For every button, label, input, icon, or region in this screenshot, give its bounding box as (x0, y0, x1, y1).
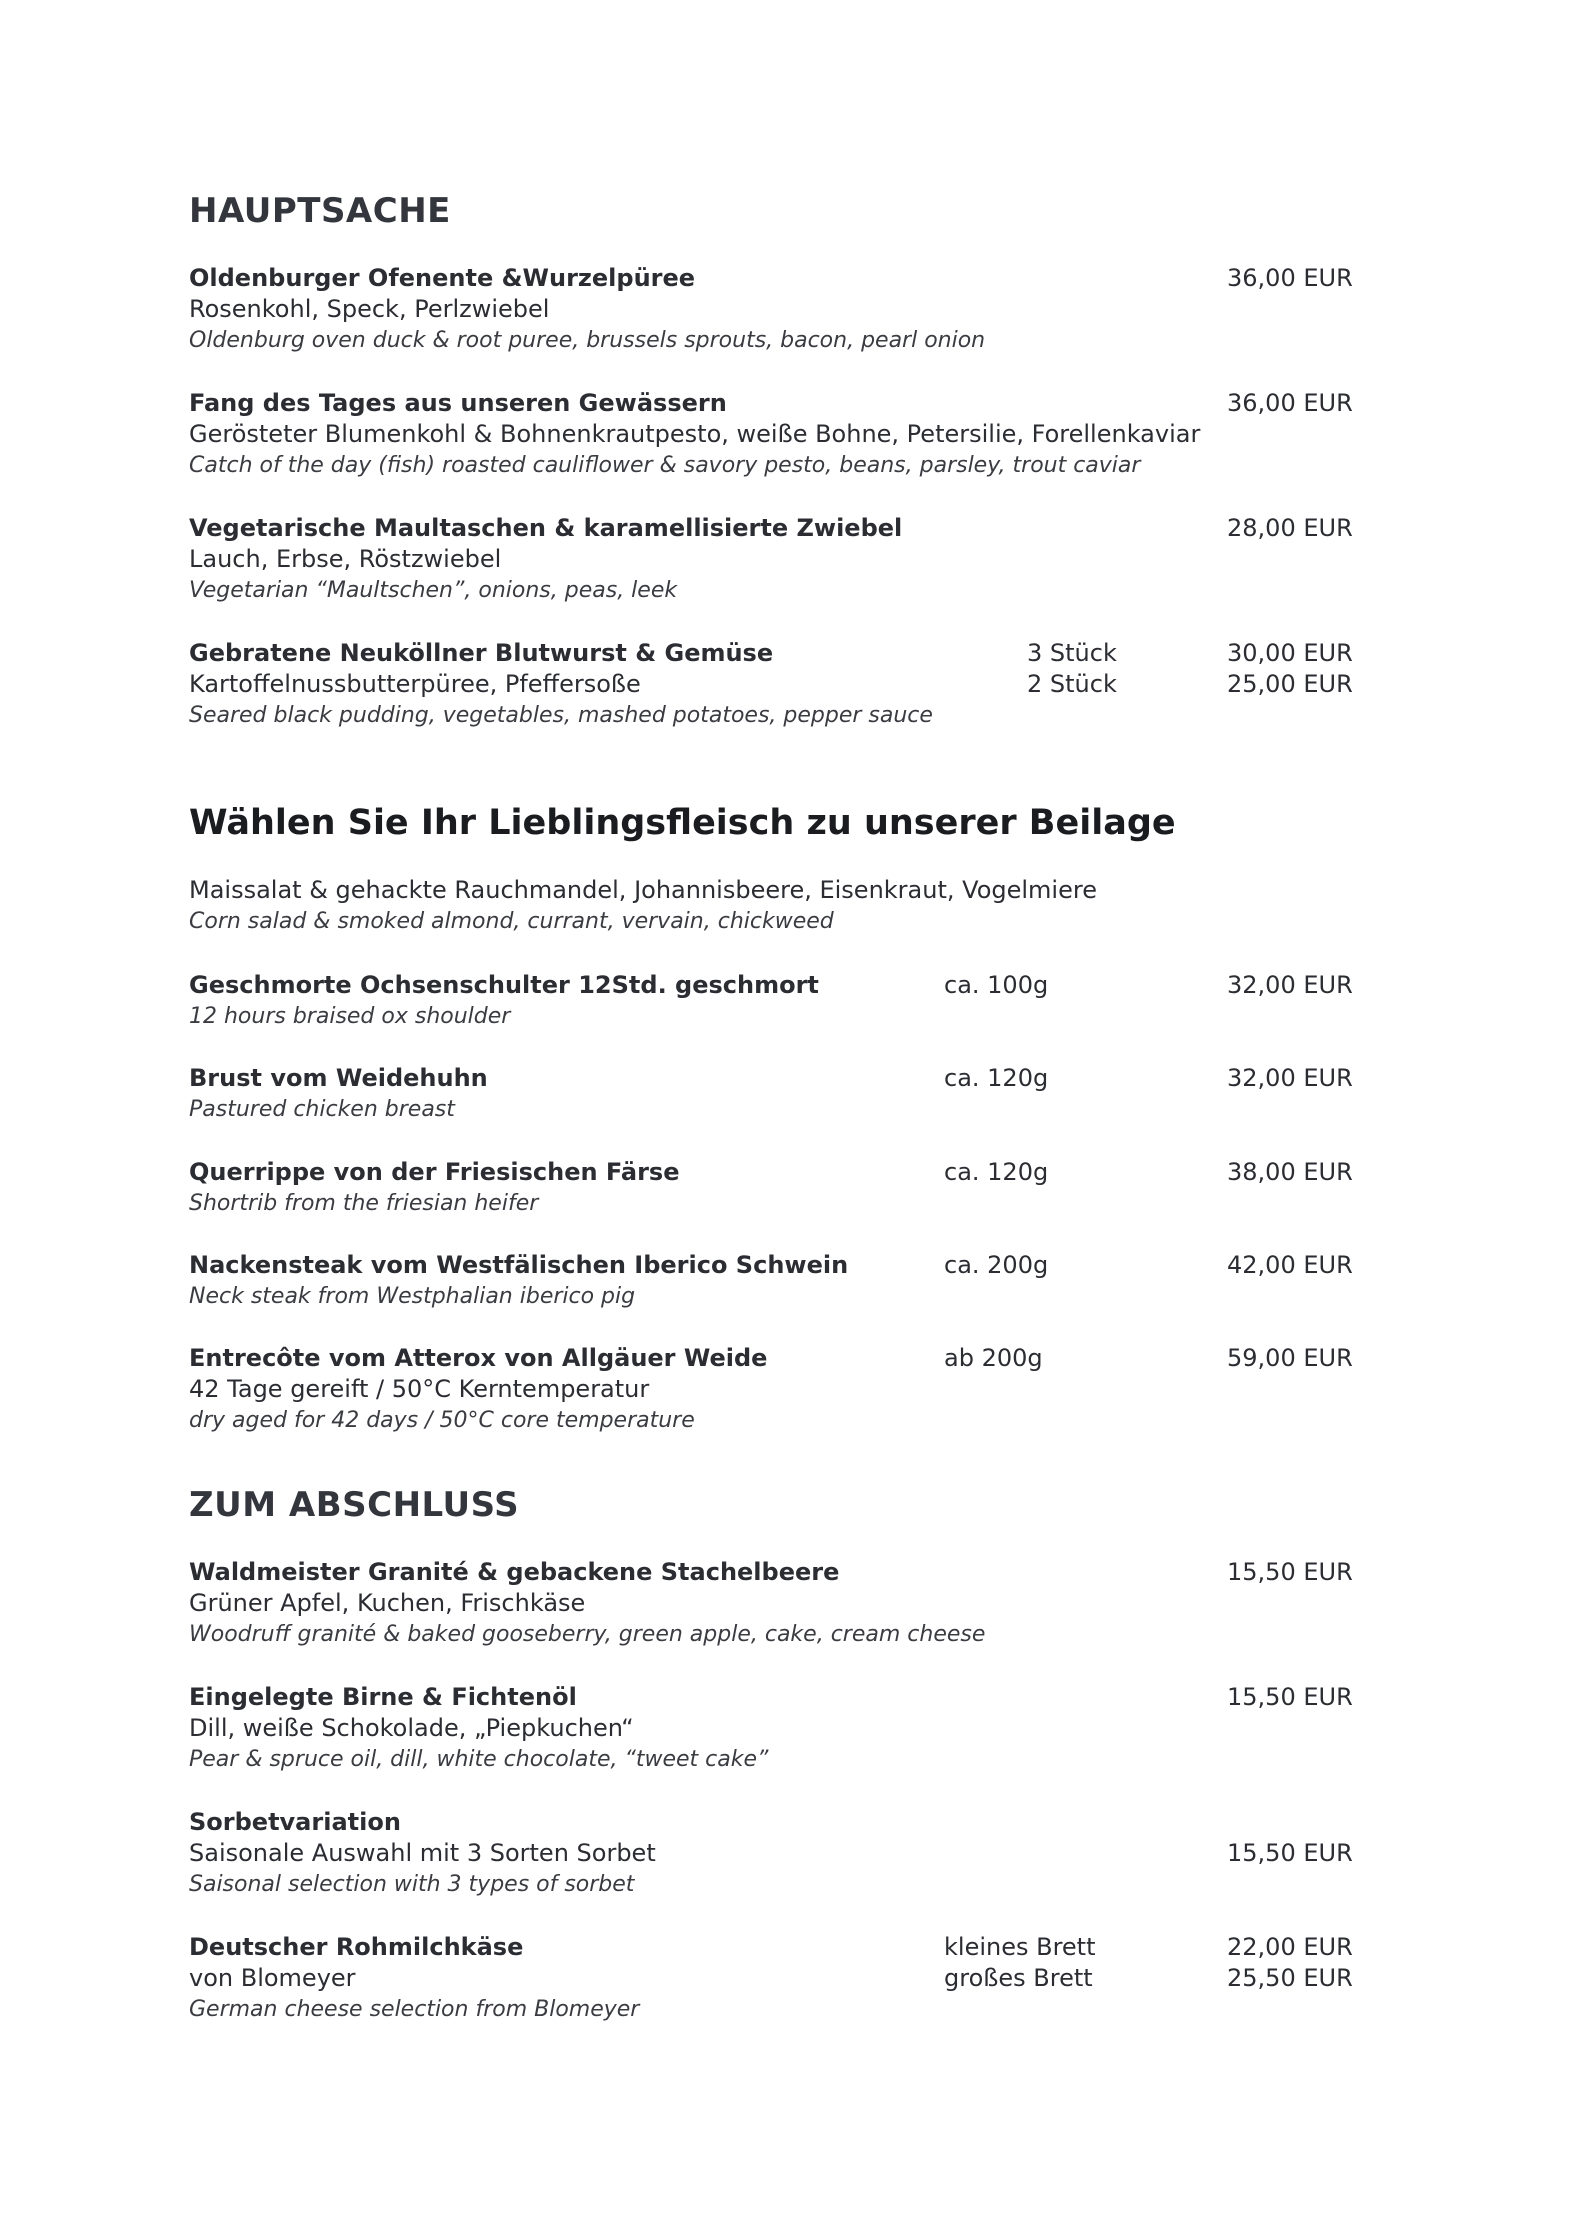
item-description-de: 42 Tage gereift / 50°C Kerntemperatur (189, 1375, 650, 1403)
item-name: Oldenburger Ofenente &Wurzelpüree (189, 264, 696, 292)
item-name: Waldmeister Granité & gebackene Stachelbeere (189, 1558, 840, 1586)
item-price: 42,00 EUR (1227, 1251, 1353, 1279)
item-description-en: Seared black pudding, vegetables, mashed potatoes, pepper sauce (189, 703, 933, 728)
item-quantity: ca. 120g (944, 1158, 1049, 1186)
item-price: 15,50 EUR (1227, 1558, 1353, 1586)
item-description-en: Catch of the day (fish) roasted cauliflower & savory pesto, beans, parsley, trout caviar (189, 453, 1141, 478)
item-description-en: German cheese selection from Blomeyer (189, 1997, 640, 2022)
item-name: Querrippe von der Friesischen Färse (189, 1158, 680, 1186)
item-description-en: Pear & spruce oil, dill, white chocolate, “tweet cake” (189, 1747, 769, 1772)
item-name: Deutscher Rohmilchkäse (189, 1933, 524, 1961)
item-name: Nackensteak vom Westfälischen Iberico Schwein (189, 1251, 849, 1279)
item-name: Brust vom Weidehuhn (189, 1064, 488, 1092)
item-quantity: 2 Stück (1027, 670, 1117, 698)
item-price: 36,00 EUR (1227, 264, 1353, 292)
section-title-lieblingsfleisch: Wählen Sie Ihr Lieblingsfleisch zu unserer Beilage (189, 803, 1176, 843)
item-description-de: Saisonale Auswahl mit 3 Sorten Sorbet (189, 1839, 656, 1867)
item-description-de: Gerösteter Blumenkohl & Bohnenkrautpesto, weiße Bohne, Petersilie, Forellenkaviar (189, 420, 1201, 448)
item-description-en: Woodruff granité & baked gooseberry, green apple, cake, cream cheese (189, 1622, 986, 1647)
item-description-en: 12 hours braised ox shoulder (189, 1004, 511, 1029)
item-price: 28,00 EUR (1227, 514, 1353, 542)
item-price: 15,50 EUR (1227, 1839, 1353, 1867)
item-price: 32,00 EUR (1227, 1064, 1353, 1092)
item-description-en: Pastured chicken breast (189, 1097, 455, 1122)
item-description-en: Neck steak from Westphalian iberico pig (189, 1284, 636, 1309)
item-price: 22,00 EUR (1227, 1933, 1353, 1961)
item-description-en: Saisonal selection with 3 types of sorbet (189, 1872, 635, 1897)
side-dish-de: Maissalat & gehackte Rauchmandel, Johannisbeere, Eisenkraut, Vogelmiere (189, 876, 1097, 904)
item-quantity: großes Brett (944, 1964, 1093, 1992)
item-name: Vegetarische Maultaschen & karamellisierte Zwiebel (189, 514, 903, 542)
item-name: Entrecôte vom Atterox von Allgäuer Weide (189, 1344, 768, 1372)
item-description-en: Oldenburg oven duck & root puree, brussels sprouts, bacon, pearl onion (189, 328, 986, 353)
item-description-de: Kartoffelnussbutterpüree, Pfeffersoße (189, 670, 641, 698)
item-price: 32,00 EUR (1227, 971, 1353, 999)
side-dish-en: Corn salad & smoked almond, currant, vervain, chickweed (189, 909, 834, 934)
item-price: 59,00 EUR (1227, 1344, 1353, 1372)
item-description-de: Dill, weiße Schokolade, „Piepkuchen“ (189, 1714, 634, 1742)
item-quantity: ca. 120g (944, 1064, 1049, 1092)
item-price: 38,00 EUR (1227, 1158, 1353, 1186)
item-name: Geschmorte Ochsenschulter 12Std. geschmort (189, 971, 819, 999)
item-description-de: Lauch, Erbse, Röstzwiebel (189, 545, 502, 573)
item-quantity: ca. 200g (944, 1251, 1049, 1279)
item-name: Fang des Tages aus unseren Gewässern (189, 389, 727, 417)
item-description-de: Rosenkohl, Speck, Perlzwiebel (189, 295, 550, 323)
item-description-de: Grüner Apfel, Kuchen, Frischkäse (189, 1589, 586, 1617)
item-price: 25,00 EUR (1227, 670, 1353, 698)
item-name: Gebratene Neuköllner Blutwurst & Gemüse (189, 639, 774, 667)
item-description-de: von Blomeyer (189, 1964, 356, 1992)
item-quantity: ab 200g (944, 1344, 1043, 1372)
item-name: Sorbetvariation (189, 1808, 401, 1836)
section-title-abschluss: ZUM ABSCHLUSS (189, 1485, 520, 1525)
item-quantity: ca. 100g (944, 971, 1049, 999)
item-price: 25,50 EUR (1227, 1964, 1353, 1992)
item-name: Eingelegte Birne & Fichtenöl (189, 1683, 577, 1711)
item-description-en: dry aged for 42 days / 50°C core temperature (189, 1408, 695, 1433)
item-description-en: Shortrib from the friesian heifer (189, 1191, 539, 1216)
item-price: 30,00 EUR (1227, 639, 1353, 667)
item-price: 15,50 EUR (1227, 1683, 1353, 1711)
item-price: 36,00 EUR (1227, 389, 1353, 417)
section-title-hauptsache: HAUPTSACHE (189, 191, 451, 231)
item-quantity: 3 Stück (1027, 639, 1117, 667)
item-quantity: kleines Brett (944, 1933, 1096, 1961)
item-description-en: Vegetarian “Maultschen”, onions, peas, leek (189, 578, 678, 603)
